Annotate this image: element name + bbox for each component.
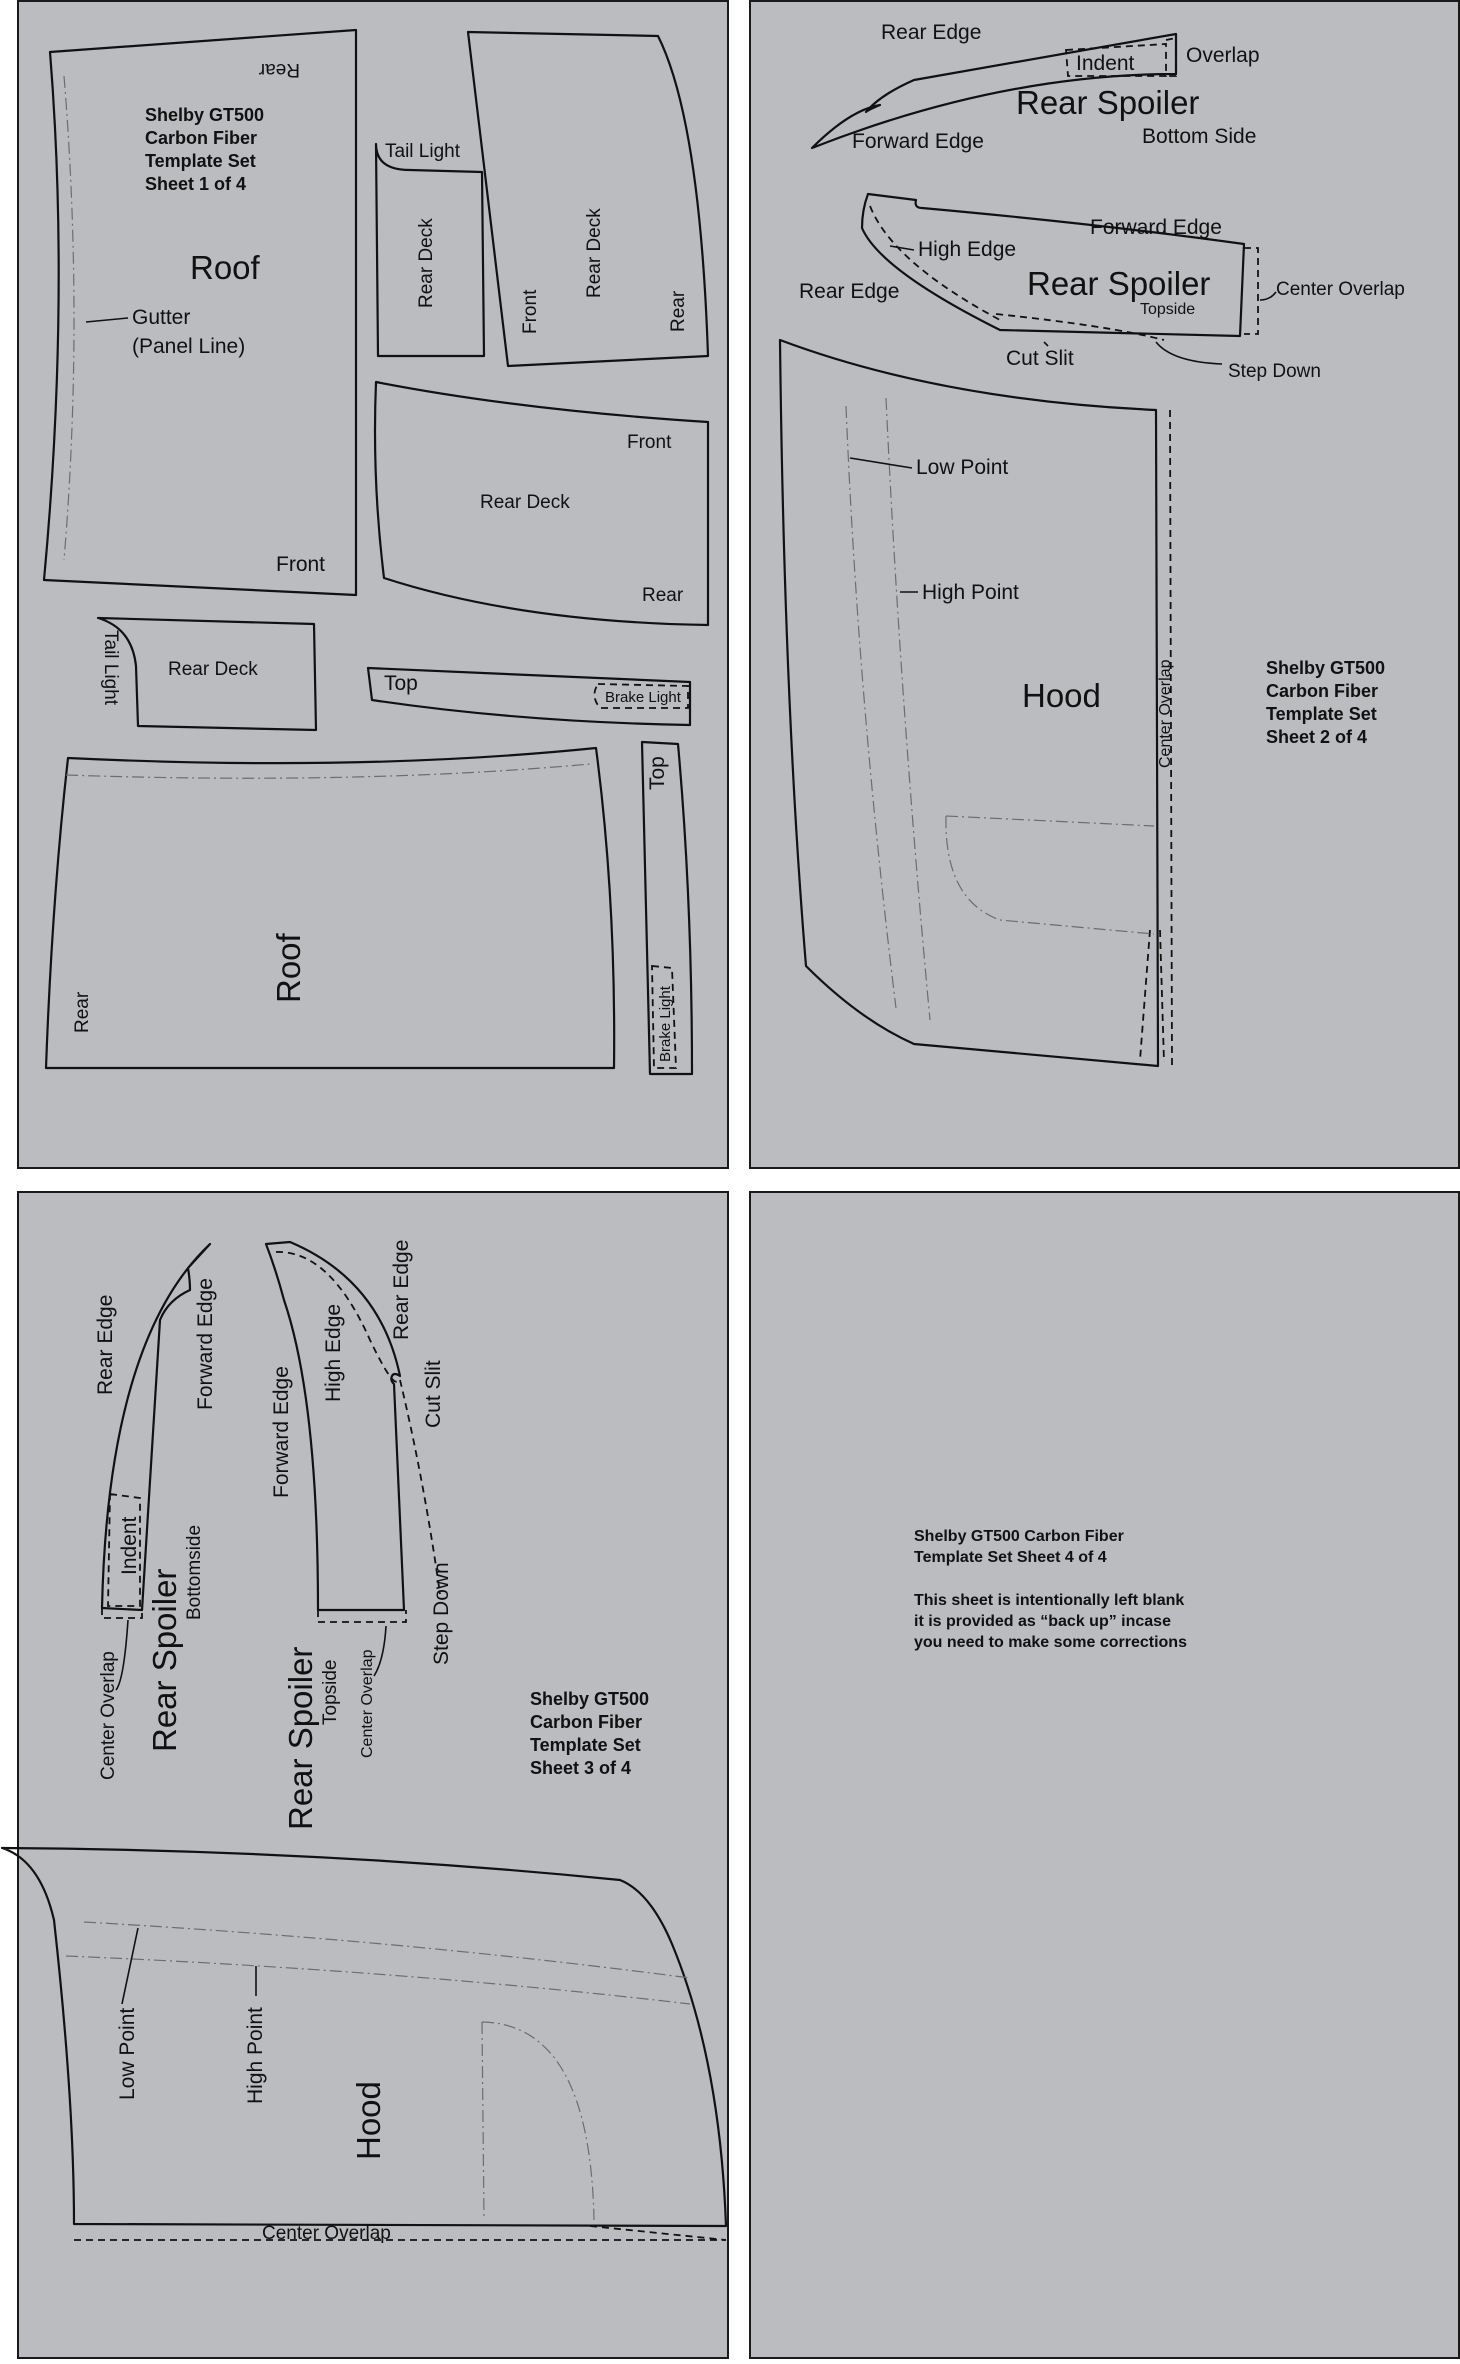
cut-slit-label-vertical: Cut Slit: [422, 1360, 445, 1428]
low-point-label: Low Point: [916, 456, 1009, 479]
hood-center-overlap-label-sheet3: Center Overlap: [262, 2223, 391, 2244]
sheet-2: [750, 1, 1459, 1168]
center-overlap-topside-label: Center Overlap: [359, 1649, 376, 1758]
bottomside-label: Bottomside: [184, 1524, 205, 1620]
cut-slit-label: Cut Slit: [1006, 347, 1074, 370]
tail-light-label: Tail Light: [385, 141, 460, 162]
bottom-side-label: Bottom Side: [1142, 125, 1257, 148]
indent-label: Indent: [1076, 52, 1135, 75]
center-overlap-label: Center Overlap: [1276, 279, 1405, 300]
rear-spoiler-bottomside-label: Rear Spoiler: [146, 1568, 183, 1752]
sheet1-title-line3: Template Set: [145, 151, 256, 171]
sheet3-title-line4: Sheet 3 of 4: [530, 1758, 632, 1778]
sheet2-title-line4: Sheet 2 of 4: [1266, 727, 1368, 747]
rear-deck-label-a: Rear Deck: [416, 218, 437, 308]
brake-light-vertical-label: Brake Light: [657, 986, 674, 1062]
rear-deck-front-label: Front: [520, 289, 541, 334]
hood-label-sheet3: Hood: [350, 2081, 387, 2160]
topside-label: Topside: [1140, 301, 1196, 318]
rear-deck-wide-rear-label: Rear: [642, 585, 684, 606]
sheet4-body-line3: you need to make some corrections: [914, 1634, 1187, 1651]
overlap-label: Overlap: [1186, 44, 1260, 67]
sheet1-title-line2: Carbon Fiber: [145, 128, 258, 148]
sheet3-title-line2: Carbon Fiber: [530, 1712, 643, 1732]
step-down-label: Step Down: [1228, 361, 1321, 382]
sheet-2-background: [750, 1, 1459, 1168]
sheet4-title-line2: Template Set Sheet 4 of 4: [914, 1549, 1107, 1566]
rear-spoiler-topside-label-vertical: Rear Spoiler: [282, 1646, 319, 1830]
hood-label-sheet2: Hood: [1022, 677, 1101, 714]
rear-spoiler-topside-label: Rear Spoiler: [1027, 265, 1211, 302]
forward-edge-label-b: Forward Edge: [1090, 216, 1222, 239]
topside-label-vertical: Topside: [320, 1659, 341, 1725]
sheet2-title-line3: Template Set: [1266, 704, 1377, 724]
sheet2-title-line2: Carbon Fiber: [1266, 681, 1379, 701]
rear-deck-label-b: Rear Deck: [584, 208, 605, 298]
brake-light-label: Brake Light: [605, 689, 681, 706]
indent-label-vertical: Indent: [118, 1516, 141, 1575]
step-down-label-vertical: Step Down: [430, 1562, 453, 1665]
top-strip-label: Top: [384, 672, 418, 695]
sheet-3: [2, 1192, 728, 2358]
sheet4-title-line1: Shelby GT500 Carbon Fiber: [914, 1528, 1124, 1545]
gutter-label-line1: Gutter: [132, 306, 191, 329]
sheet3-title-line1: Shelby GT500: [530, 1689, 650, 1709]
rear-edge-label-d: Rear Edge: [390, 1239, 413, 1340]
sheet4-body-line1: This sheet is intentionally left blank: [914, 1592, 1185, 1609]
forward-edge-label-c: Forward Edge: [194, 1278, 217, 1410]
low-point-label-sheet3: Low Point: [116, 2007, 139, 2100]
forward-edge-label-a: Forward Edge: [852, 130, 984, 153]
sheet1-title-line1: Shelby GT500: [145, 105, 265, 125]
center-overlap-label-vertical: Center Overlap: [98, 1651, 119, 1780]
sheet1-title-line4: Sheet 1 of 4: [145, 174, 247, 194]
rear-deck-lower-label: Rear Deck: [168, 659, 258, 680]
rear-deck-wide-label: Rear Deck: [480, 492, 570, 513]
roof-rear-label: Rear: [258, 59, 300, 80]
rear-deck-rear-label: Rear: [668, 290, 689, 332]
forward-edge-label-d: Forward Edge: [270, 1366, 293, 1498]
roof-rear-label-big: Roof: [270, 933, 307, 1003]
tail-light-lower-label: Tail Light: [100, 630, 121, 705]
high-point-label-sheet3: High Point: [244, 2007, 267, 2104]
roof-front-label: Front: [276, 553, 326, 576]
sheet-4: [750, 1192, 1459, 2358]
rear-spoiler-bottom-label: Rear Spoiler: [1016, 84, 1200, 121]
rear-edge-label-c: Rear Edge: [94, 1294, 117, 1395]
roof-label: Roof: [190, 249, 260, 286]
rear-spoiler-rear-edge-label: Rear Edge: [881, 21, 982, 44]
sheet-4-background: [750, 1192, 1459, 2358]
sheet4-body-line2: it is provided as “back up” incase: [914, 1613, 1171, 1630]
hood-center-overlap-label: Center Overlap: [1157, 659, 1174, 768]
sheet3-title-line3: Template Set: [530, 1735, 641, 1755]
sheet2-title-line1: Shelby GT500: [1266, 658, 1386, 678]
roof-rear-side-label: Rear: [72, 991, 93, 1033]
high-edge-label: High Edge: [918, 238, 1017, 261]
sheet-1: [18, 1, 728, 1168]
high-point-label: High Point: [922, 581, 1019, 604]
rear-deck-wide-front-label: Front: [627, 432, 672, 453]
rear-edge-label-b: Rear Edge: [799, 280, 900, 303]
top-vertical-label: Top: [646, 756, 669, 790]
gutter-label-line2: (Panel Line): [132, 335, 246, 358]
high-edge-label-vertical: High Edge: [322, 1303, 345, 1402]
